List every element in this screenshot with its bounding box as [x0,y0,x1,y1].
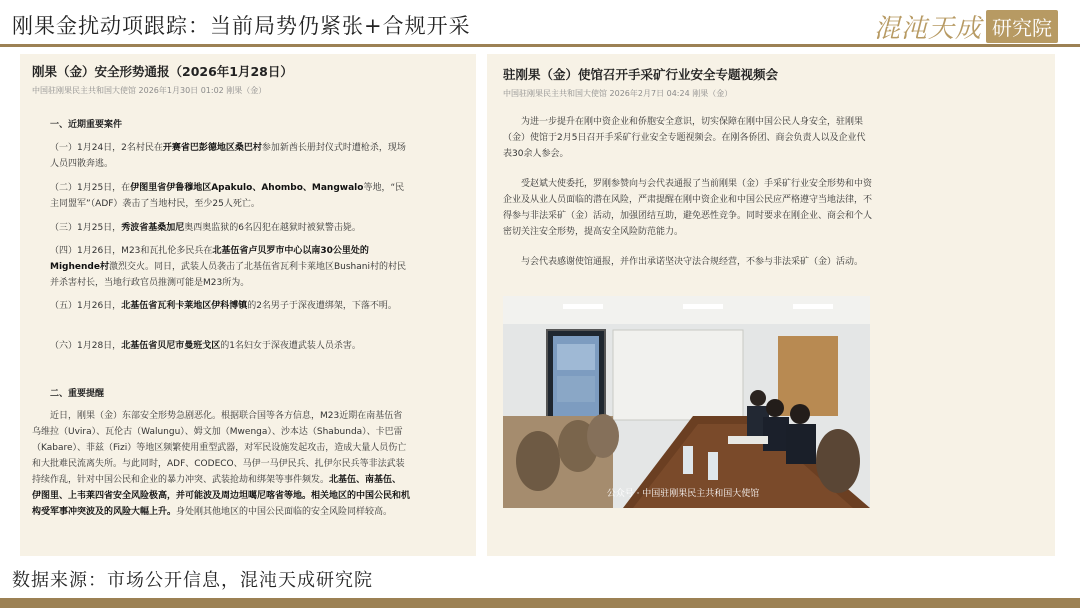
case-item: （二）1月25日，在伊图里省伊鲁穆地区Apakulo、Ahombo、Mangwalo等地，“民主同盟军”（ADF）袭击了当地村民，至少25人死亡。 [50,183,405,209]
case-item: （四）1月26日，M23和瓦扎伦多民兵在北基伍省卢贝罗市中心以南30公里处的Mighende村激烈交火。同日，武装人员袭击了北基伍省瓦利卡莱地区Bushani村的村民并杀害村长，当地行政官员推测可能是M23所为。 [50,246,406,288]
right-paragraph-3: 与会代表感谢使馆通报，并作出承诺坚决守法合规经营，不参与非法采矿（金）活动。 [521,257,864,267]
title-rule [0,44,1080,47]
slide-title: 刚果金扰动项跟踪：当前局势仍紧张+合规开采 [12,14,471,38]
left-section-heading-2: 二、重要提醒 [50,389,105,399]
left-section-heading-1: 一、近期重要案件 [50,120,123,130]
left-article-meta: 中国驻刚果民主共和国大使馆 2026年1月30日 01:02 刚果（金） [32,86,267,95]
logo-badge: 研究院 [986,10,1058,43]
bottom-bar [0,598,1080,608]
right-article-title: 驻刚果（金）使馆召开手采矿行业安全专题视频会 [503,67,779,82]
case-item: （五）1月26日，北基伍省瓦利卡莱地区伊科博镇的2名男子于深夜遭绑架，下落不明。 [50,301,397,311]
left-article-title: 刚果（金）安全形势通报（2026年1月28日） [32,64,293,79]
data-source: 数据来源：市场公开信息，混沌天成研究院 [12,570,373,591]
right-paragraph-2: 受赵斌大使委托，罗刚参赞向与会代表通报了当前刚果（金）手采矿行业安全形势和中资企业及从业人员面临的潜在风险，严肃提醒在刚中资企业和中国公民应严格遵守当地法律，不得参与非法采矿（金）活动，加强团结互助，避免恶性竞争。同时要求在刚企业、商会和个人密切关注安全形势，提高安全风险防范能力。 [503,179,873,237]
meeting-photo [503,296,870,508]
right-article-meta: 中国驻刚果民主共和国大使馆 2026年2月7日 04:24 刚果（金） [503,89,733,98]
case-item: （六）1月28日，北基伍省贝尼市曼班戈区的1名妇女于深夜遭武装人员杀害。 [50,341,361,351]
reminder-paragraph: 近日，刚果（金）东部安全形势急剧恶化。根据联合国等各方信息，M23近期在南基伍省乌维拉（Uvira）、瓦伦古（Walungu）、姆文加（Mwenga）、沙本达（Shabunda）、卡巴雷（Kabare）、菲兹（Fizi）等地区频繁使用重型武器，对军民设施发起攻击，造成大量人员伤亡和大批难民流离失所。与此同时，ADF、CODECO、马伊一马伊民兵、扎伊尔民兵等非法武装持续作乱，针对中国公民和企业的暴力冲突、武装抢劫和绑架等事件频发。北基伍、南基伍、伊图里、上韦莱四省安全风险极高，并可能波及周边坦噶尼喀省等地。相关地区的中国公民和机构受军事冲突波及的风险大幅上升。身处刚其他地区的中国公民面临的安全风险同样较高。 [32,411,411,517]
meeting-room-illustration [503,296,870,508]
case-item: （一）1月24日，2名村民在开赛省巴彭德地区桑巴村参加新酋长册封仪式时遭枪杀，现场人员四散奔逃。 [50,143,406,169]
right-paragraph-1: 为进一步提升在刚中资企业和侨胞安全意识，切实保障在刚中国公民人身安全，驻刚果（金）使馆于2月5日召开手采矿行业安全专题视频会。在刚各侨团、商会负责人以及企业代表30余人参会。 [503,117,866,159]
photo-watermark: 公众号 · 中国驻刚果民主共和国大使馆 [606,489,760,499]
logo-text: 混沌天成 [873,14,982,44]
case-item: （三）1月25日，秀波省基桑加尼奥西奥监狱的6名囚犯在越狱时被狱警击毙。 [50,223,361,233]
brand-logo [874,8,1058,45]
